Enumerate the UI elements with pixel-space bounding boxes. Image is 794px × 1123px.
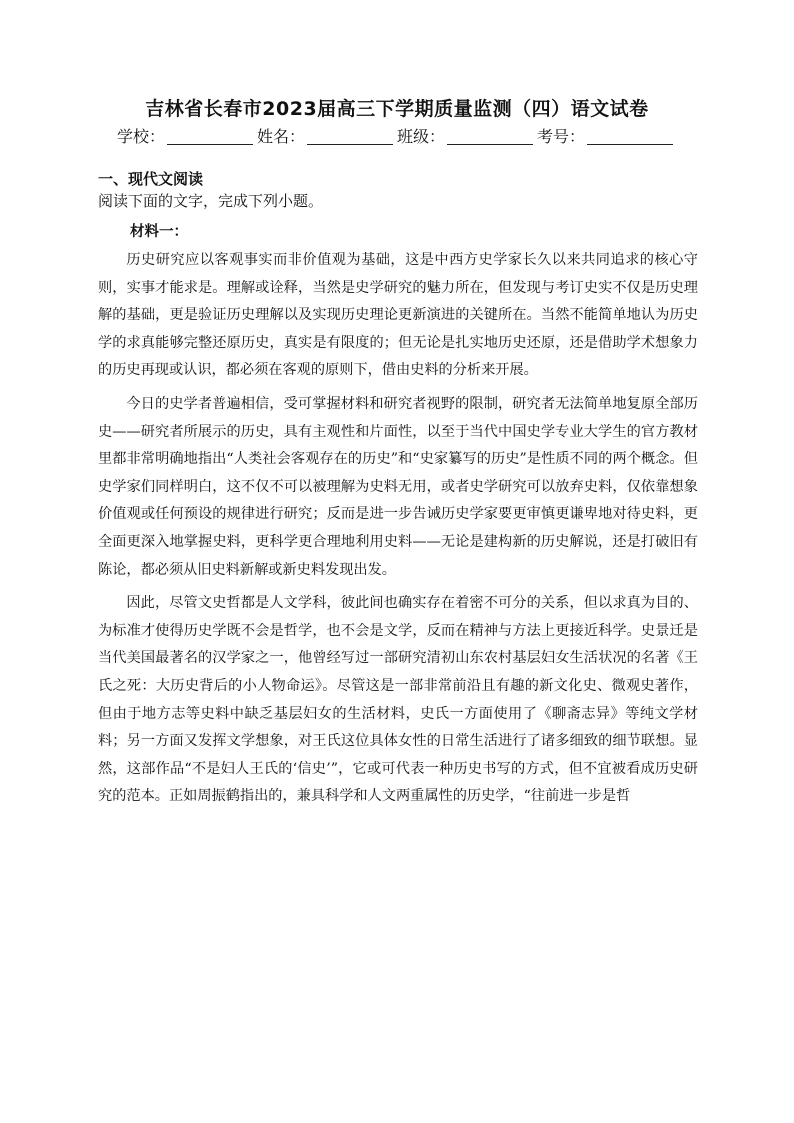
class-blank[interactable]	[447, 128, 533, 145]
passage-body	[98, 247, 698, 811]
page-title: 吉林省长春市2023届高三下学期质量监测（四）语文试卷	[145, 98, 649, 120]
material-label: 材料一：	[130, 223, 188, 240]
school-blank[interactable]	[167, 128, 253, 145]
paragraph: 历史研究应以客观事实而非价值观为基础，这是中西方史学家长久以来共同追求的核心守则，实事才能求是。理解或诠释，当然是史学研究的魅力所在，但发现与考订史实不仅是历史理解的基础，更是验证历史理解以及实现历史理论更新演进的关键所在。当然不能简单地认为历史学的求真能够完整还原历史，真实是有限度的；但无论是扎实地历史还原，还是借助学术想象力的历史再现或认识，都必须在客观的原则下，借由史料的分析来开展。	[98, 252, 698, 379]
student-info-line	[0, 124, 794, 147]
exam-no-blank[interactable]	[587, 128, 673, 145]
instruction-text: 阅读下面的文字，完成下列小题。	[98, 192, 324, 210]
class-label: 班级：	[397, 127, 446, 146]
class-field	[397, 124, 537, 147]
section-heading: 一、现代文阅读	[98, 170, 204, 188]
exam-no-field	[537, 124, 677, 147]
school-label: 学校：	[116, 127, 165, 146]
school-field	[117, 124, 257, 147]
name-label: 姓名：	[256, 127, 305, 146]
paragraph: 今日的史学者普遍相信，受可掌握材料和研究者视野的限制，研究者无法简单地复原全部历史——研究者所展示的历史，具有主观性和片面性，以至于当代中国史学专业大学生的官方教材里都非常明确地指出“人类社会客观存在的历史”和“史家纂写的历史”是性质不同的两个概念。但史学家们同样明白，这不仅不可以被理解为史料无用，或者史学研究可以放弃史料，仅依靠想象价值观或任何预设的规律进行研究；反而是进一步告诫历史学家要更审慎更谦卑地对待史料，更全面更深入地掌握史料，更科学更合理地利用史料——无论是建构新的历史解说，还是打破旧有陈论，都必须从旧史料新解或新史料发现出发。	[98, 395, 698, 578]
exam-no-label: 考号：	[537, 127, 586, 146]
paragraph: 因此，尽管文史哲都是人文学科，彼此间也确实存在着密不可分的关系，但以求真为目的、为标准才使得历史学既不会是哲学，也不会是文学，反而在精神与方法上更接近科学。史景迁是当代美国最著名的汉学家之一，他曾经写过一部研究清初山东农村基层妇女生活状况的名著《王氏之死：大历史背后的小人物命运》。尽管这是一部非常前沿且有趣的新文化史、微观史著作，但由于地方志等史料中缺乏基层妇女的生活材料，史氏一方面使用了《聊斋志异》等纯文学材料；另一方面又发挥文学想象，对王氏这位具体女性的日常生活进行了诸多细致的细节联想。显然，这部作品“不是妇人王氏的‘信史’”，它或可代表一种历史书写的方式，但不宜被看成历史研究的范本。正如周振鹤指出的，兼具科学和人文两重属性的历史学，“往前进一步是哲	[98, 595, 698, 805]
name-field	[257, 124, 397, 147]
name-blank[interactable]	[307, 128, 393, 145]
